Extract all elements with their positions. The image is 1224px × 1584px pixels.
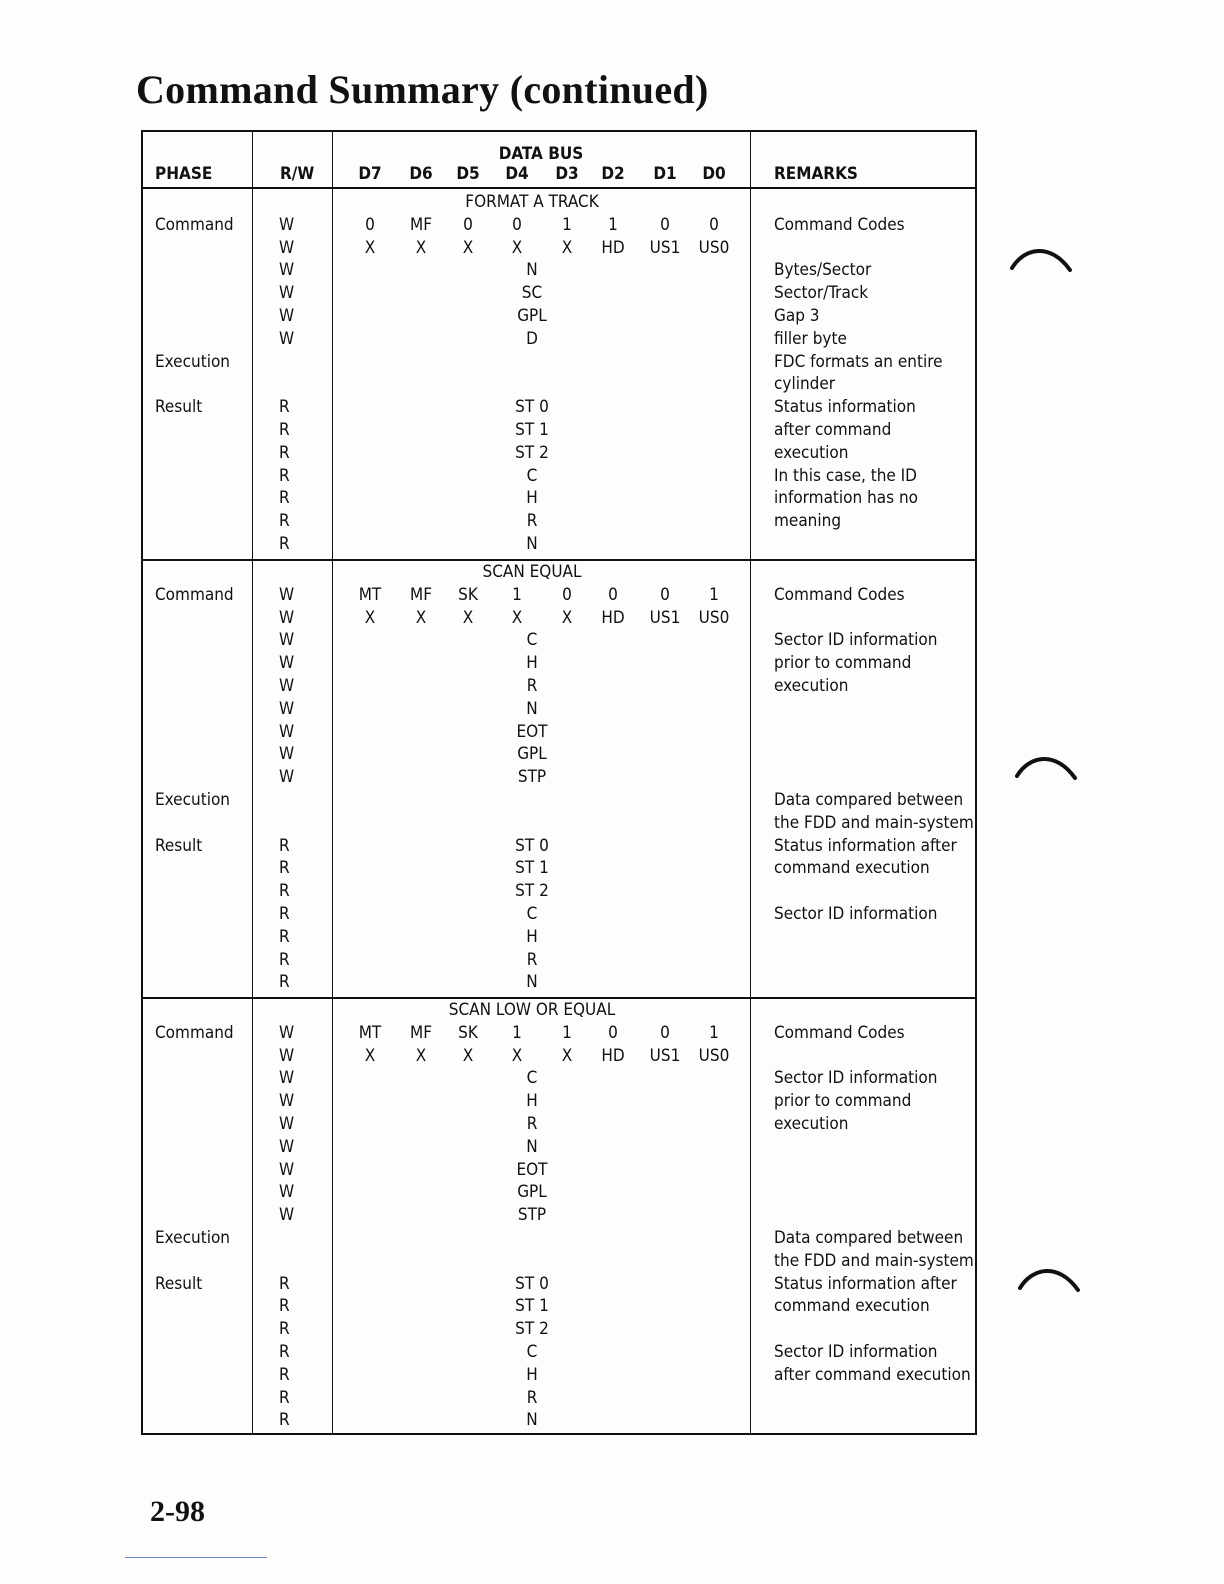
data-bus-value: D <box>526 328 538 349</box>
remark-text: after command execution <box>774 1364 971 1385</box>
data-bus-value: ST 1 <box>515 420 549 440</box>
remark-text: Command Codes <box>774 214 905 235</box>
rw-cell: R <box>279 465 290 486</box>
bit-cell: X <box>462 607 474 628</box>
rw-cell: W <box>279 721 295 742</box>
remark-text: information has no <box>774 488 919 509</box>
bit-cell: 1 <box>512 584 522 605</box>
rw-cell: R <box>279 858 290 879</box>
rw-cell: W <box>279 744 295 765</box>
binder-tab-mark-icon <box>1010 244 1074 274</box>
data-bus-value: STP <box>517 1205 547 1226</box>
bit-cell: X <box>511 1045 523 1066</box>
data-bus-value: C <box>526 1342 538 1362</box>
data-bus-value: R <box>526 511 538 532</box>
remark-text: Status information after <box>774 835 957 856</box>
section-title: SCAN LOW OR EQUAL <box>448 1000 616 1020</box>
data-bus-value: R <box>526 1387 538 1408</box>
remark-text: Sector ID information <box>774 904 938 924</box>
header-remarks: REMARKS <box>774 164 858 184</box>
header-bit-d2: D2 <box>601 164 625 184</box>
bit-cell: SK <box>458 584 478 605</box>
data-bus-value: H <box>526 1364 538 1385</box>
phase-label: Result <box>155 397 203 418</box>
rw-cell: R <box>279 972 290 993</box>
rw-cell: R <box>279 442 290 463</box>
bit-cell: MT <box>358 584 382 605</box>
rw-cell: R <box>279 1296 290 1317</box>
binder-tab-mark-icon <box>1015 752 1079 782</box>
data-bus-value: N <box>526 972 538 993</box>
bit-cell: SK <box>458 1022 478 1043</box>
bit-cell: X <box>511 237 523 258</box>
rw-cell: W <box>279 584 295 605</box>
rw-cell: W <box>279 1159 295 1180</box>
rw-cell: R <box>279 949 290 970</box>
header-bit-d3: D3 <box>555 164 579 184</box>
rw-cell: W <box>279 328 295 349</box>
header-divider <box>143 187 975 189</box>
data-bus-value: GPL <box>517 306 547 326</box>
header-rw: R/W <box>280 164 315 184</box>
remark-text: filler byte <box>774 328 847 349</box>
bit-cell: HD <box>601 1045 625 1066</box>
remark-text: command execution <box>774 1296 930 1317</box>
bit-cell: HD <box>601 607 625 628</box>
bit-cell: X <box>462 1045 474 1066</box>
bit-cell: 0 <box>562 584 572 605</box>
bit-cell: MF <box>410 1022 432 1043</box>
remark-text: In this case, the ID <box>774 465 917 486</box>
remark-text: the FDD and main-system <box>774 1250 974 1271</box>
remark-text: execution <box>774 1114 849 1134</box>
rw-cell: W <box>279 767 295 788</box>
bit-cell: X <box>364 237 376 258</box>
rw-cell: W <box>279 698 295 719</box>
rw-cell: R <box>279 420 290 440</box>
rw-cell: R <box>279 926 290 947</box>
data-bus-value: N <box>526 698 538 719</box>
command-summary-table <box>141 130 977 1435</box>
rw-cell: W <box>279 214 295 235</box>
remark-text: execution <box>774 442 849 463</box>
phase-label: Execution <box>155 351 230 372</box>
rw-cell: W <box>279 237 295 258</box>
phase-label: Execution <box>155 790 230 810</box>
rw-cell: R <box>279 1273 290 1294</box>
header-bit-d5: D5 <box>456 164 480 184</box>
data-bus-value: H <box>526 488 538 509</box>
header-bit-d4: D4 <box>505 164 529 184</box>
bit-cell: 1 <box>709 1022 719 1043</box>
bit-cell: MF <box>410 584 432 605</box>
rw-cell: W <box>279 1091 295 1112</box>
rw-cell: R <box>279 534 290 554</box>
remark-text: Command Codes <box>774 584 905 605</box>
data-bus-value: R <box>526 676 538 696</box>
remark-text: Sector ID information <box>774 1342 938 1362</box>
data-bus-value: ST 0 <box>515 1273 549 1294</box>
rw-cell: W <box>279 1045 295 1066</box>
rw-cell: W <box>279 283 295 304</box>
data-bus-value: ST 2 <box>515 881 549 902</box>
phase-label: Result <box>155 835 203 856</box>
rw-cell: R <box>279 1342 290 1362</box>
data-bus-value: GPL <box>517 1182 547 1203</box>
remark-text: Status information <box>774 397 916 418</box>
bit-cell: 1 <box>562 1022 572 1043</box>
bit-cell: 0 <box>608 1022 618 1043</box>
remark-text: Sector/Track <box>774 283 869 304</box>
rw-cell: R <box>279 397 290 418</box>
bit-cell: X <box>561 607 573 628</box>
bit-cell: X <box>561 237 573 258</box>
header-bit-d7: D7 <box>358 164 382 184</box>
bit-cell: 1 <box>562 214 572 235</box>
bit-cell: X <box>511 607 523 628</box>
rw-cell: R <box>279 511 290 532</box>
remark-text: meaning <box>774 511 842 532</box>
bit-cell: 1 <box>608 214 618 235</box>
rw-cell: W <box>279 1114 295 1134</box>
page-number: 2-98 <box>150 1495 205 1528</box>
bit-cell: X <box>415 607 427 628</box>
section-title: SCAN EQUAL <box>482 562 582 582</box>
rw-cell: W <box>279 306 295 326</box>
bit-cell: 0 <box>512 214 522 235</box>
bit-cell: 0 <box>660 214 670 235</box>
rw-cell: R <box>279 835 290 856</box>
bit-cell: X <box>415 237 427 258</box>
rw-cell: W <box>279 1205 295 1226</box>
data-bus-value: GPL <box>517 744 547 765</box>
data-bus-value: R <box>526 949 538 970</box>
bit-cell: 0 <box>660 584 670 605</box>
remark-text: Status information after <box>774 1273 957 1294</box>
rw-cell: R <box>279 904 290 924</box>
remark-text: execution <box>774 676 849 696</box>
remark-text: Sector ID information <box>774 1068 938 1089</box>
bit-cell: US1 <box>649 1045 681 1066</box>
data-bus-value: SC <box>521 283 543 304</box>
remark-text: after command <box>774 420 892 440</box>
data-bus-value: STP <box>517 767 547 788</box>
rw-cell: R <box>279 1387 290 1408</box>
remark-text: prior to command <box>774 1091 912 1112</box>
remark-text: prior to command <box>774 653 912 674</box>
bit-cell: X <box>561 1045 573 1066</box>
data-bus-value: N <box>526 1410 538 1431</box>
data-bus-value: C <box>526 630 538 651</box>
phase-label: Command <box>155 1022 234 1043</box>
bit-cell: 0 <box>365 214 375 235</box>
bit-cell: X <box>415 1045 427 1066</box>
bit-cell: 0 <box>463 214 473 235</box>
rw-cell: W <box>279 653 295 674</box>
column-divider-databus <box>750 132 751 1433</box>
header-bit-d6: D6 <box>409 164 433 184</box>
data-bus-value: ST 2 <box>515 1319 549 1340</box>
remark-text: Data compared between <box>774 1228 964 1248</box>
bit-cell: X <box>462 237 474 258</box>
bit-cell: MF <box>410 214 432 235</box>
phase-label: Execution <box>155 1228 230 1248</box>
section-title: FORMAT A TRACK <box>465 192 599 212</box>
rw-cell: R <box>279 1319 290 1340</box>
data-bus-value: H <box>526 653 538 674</box>
data-bus-value: EOT <box>516 1159 548 1180</box>
footer-rule <box>125 1557 267 1558</box>
bit-cell: 1 <box>709 584 719 605</box>
header-phase: PHASE <box>155 164 213 184</box>
bit-cell: US0 <box>698 237 730 258</box>
remark-text: Data compared between <box>774 790 964 810</box>
bit-cell: US1 <box>649 607 681 628</box>
remark-text: Gap 3 <box>774 306 820 326</box>
data-bus-value: C <box>526 1068 538 1089</box>
page-title: Command Summary (continued) <box>136 67 709 112</box>
data-bus-value: ST 1 <box>515 858 549 879</box>
rw-cell: W <box>279 1136 295 1157</box>
phase-label: Command <box>155 214 234 235</box>
phase-label: Result <box>155 1273 203 1294</box>
header-bit-d1: D1 <box>653 164 677 184</box>
data-bus-value: N <box>526 534 538 554</box>
remark-text: cylinder <box>774 374 836 395</box>
remark-text: Bytes/Sector <box>774 260 872 281</box>
binder-tab-mark-icon <box>1018 1264 1082 1294</box>
rw-cell: R <box>279 1410 290 1431</box>
bit-cell: 0 <box>709 214 719 235</box>
rw-cell: W <box>279 1068 295 1089</box>
header-data-bus: DATA BUS <box>498 144 584 164</box>
bit-cell: US0 <box>698 1045 730 1066</box>
bit-cell: 1 <box>512 1022 522 1043</box>
bit-cell: HD <box>601 237 625 258</box>
bit-cell: MT <box>358 1022 382 1043</box>
remark-text: the FDD and main-system <box>774 812 974 833</box>
bit-cell: US0 <box>698 607 730 628</box>
data-bus-value: EOT <box>516 721 548 742</box>
rw-cell: W <box>279 607 295 628</box>
remark-text: Command Codes <box>774 1022 905 1043</box>
rw-cell: R <box>279 881 290 902</box>
column-divider-rw <box>332 132 333 1433</box>
rw-cell: W <box>279 630 295 651</box>
data-bus-value: R <box>526 1114 538 1134</box>
data-bus-value: ST 1 <box>515 1296 549 1317</box>
remark-text: Sector ID information <box>774 630 938 651</box>
rw-cell: R <box>279 488 290 509</box>
data-bus-value: N <box>526 1136 538 1157</box>
remark-text: command execution <box>774 858 930 879</box>
header-bit-d0: D0 <box>702 164 726 184</box>
section-divider <box>143 997 975 999</box>
rw-cell: W <box>279 1182 295 1203</box>
rw-cell: W <box>279 1022 295 1043</box>
data-bus-value: H <box>526 1091 538 1112</box>
remark-text: FDC formats an entire <box>774 351 943 372</box>
data-bus-value: H <box>526 926 538 947</box>
column-divider-phase <box>252 132 253 1433</box>
rw-cell: R <box>279 1364 290 1385</box>
data-bus-value: ST 0 <box>515 835 549 856</box>
data-bus-value: C <box>526 904 538 924</box>
rw-cell: W <box>279 260 295 281</box>
rw-cell: W <box>279 676 295 696</box>
section-divider <box>143 559 975 561</box>
phase-label: Command <box>155 584 234 605</box>
bit-cell: X <box>364 1045 376 1066</box>
bit-cell: 0 <box>660 1022 670 1043</box>
bit-cell: 0 <box>608 584 618 605</box>
data-bus-value: C <box>526 465 538 486</box>
data-bus-value: ST 2 <box>515 442 549 463</box>
data-bus-value: N <box>526 260 538 281</box>
bit-cell: X <box>364 607 376 628</box>
data-bus-value: ST 0 <box>515 397 549 418</box>
bit-cell: US1 <box>649 237 681 258</box>
